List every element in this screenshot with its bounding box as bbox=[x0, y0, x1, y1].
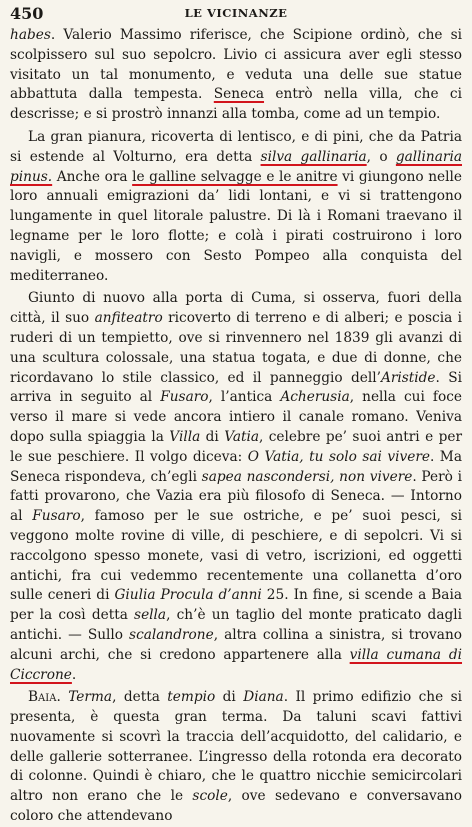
paragraph bbox=[10, 688, 462, 827]
text-run: 25. In fine, si scende a Baia per la così detta bbox=[10, 587, 462, 624]
text-run: , o bbox=[366, 148, 396, 165]
underlined-run: silva gallinaria bbox=[260, 148, 367, 165]
text-run: , ch’è un taglio del monte praticato dagli antichi. — Sullo bbox=[10, 607, 462, 643]
italic-run: Fusaro bbox=[160, 389, 209, 406]
running-head: LE VICINANZE bbox=[184, 6, 288, 20]
underlined-run: Seneca bbox=[213, 86, 265, 103]
text-run: Giunto di nuovo alla porta di Cuma, si osserva, fuori della città, il suo bbox=[10, 290, 462, 327]
italic-run: Acherusia bbox=[280, 389, 350, 406]
paragraph bbox=[10, 26, 462, 125]
page-number: 450 bbox=[10, 4, 44, 23]
text-run: , nella cui foce verso il mare si vede ancora intiero il canale romano. Veniva dopo sulla spiaggia la bbox=[10, 389, 462, 445]
italic-run: Fusaro bbox=[32, 508, 81, 525]
text-run: . bbox=[71, 666, 77, 683]
text-run: . Però i fatti provarono, che Vazia era più filosofo di Seneca. — Intorno al bbox=[10, 468, 462, 525]
text-run: ricoverto di terreno e di alberi; e poscia i ruderi di un tempietto, ove si rinvennero nel 1839 gli avanzi di una scultura colossale, una statua togata, e due di donne, che ricordavano lo stile classico, ed il panneggio dell’ bbox=[10, 310, 462, 386]
text-run: , celebre pe’ suoi antri e per le sue peschiere. Il volgo diceva: bbox=[10, 428, 462, 465]
italic-run: scole bbox=[192, 788, 228, 805]
italic-run: anfiteatro bbox=[94, 310, 163, 327]
text-run: , famoso per le sue ostriche, e pe’ suoi pesci, si veggono molte rovine di ville, di peschiere, e di sepolcri. Vi si raccolgono spesso monete, vasi di vetro, iscrizioni, ed oggetti antichi, fra cui vedemmo recentemente una collanetta d’oro sulle ceneri di bbox=[10, 508, 463, 604]
text-run: vi giungono nelle loro annuali emigrazioni da’ lidi lontani, e vi si trattengono lungamente in quel litorale palustre. Di là i Romani traevano il legname per le loro flotte; e colà i pirati costruirono i loro navigli, e mossero con Sesto Pompeo alla conquista del mediterraneo. bbox=[10, 168, 463, 284]
section-heading: Baia bbox=[28, 689, 57, 706]
italic-run: sapea nascondersi, non vivere bbox=[201, 468, 413, 485]
italic-run: Diana bbox=[243, 689, 284, 706]
italic-run: habes bbox=[10, 27, 51, 43]
text-run: entrò nella villa, che ci descrisse; e si prostrò innanzi alla tomba, come ad un tempio. bbox=[10, 86, 462, 123]
book-page bbox=[10, 4, 463, 825]
underlined-run: le galline selvagge e le anitre bbox=[132, 168, 338, 185]
text-run: . Valerio Massimo riferisce, che Scipione ordinò, che si scolpissero sul suo sepolcro. Livio ci assicura aver egli stesso visitato un tal monumento, e veduta una delle sue statue abbattuta dalla tempesta. bbox=[10, 27, 462, 103]
italic-run: Giulia Procula d’anni bbox=[114, 587, 262, 604]
underlined-run: gallinaria pinus. bbox=[10, 148, 462, 185]
paragraph bbox=[10, 289, 462, 685]
page-header bbox=[10, 4, 462, 26]
italic-run: tempio bbox=[167, 689, 216, 706]
italic-run: Terma bbox=[68, 689, 113, 706]
text-run: La gran pianura, ricoverta di lentisco, e di pini, che da Patria si estende al Volturno, era detta bbox=[10, 128, 462, 165]
text-run: , ove sedevano e conversavano coloro che attendevano bbox=[10, 788, 462, 825]
italic-run: scalandrone bbox=[129, 626, 214, 643]
text-run: . Si arriva in seguito al bbox=[10, 369, 462, 406]
text-run: , altra collina a sinistra, si trovano alcuni archi, che si credono appartenere alla bbox=[10, 626, 462, 663]
italic-run: O Vatia, tu solo sai vivere bbox=[247, 448, 430, 465]
italic-run: sella bbox=[134, 607, 167, 624]
paragraph bbox=[10, 128, 462, 286]
text-run: di bbox=[200, 428, 225, 445]
underlined-run: villa cumana di Ciccrone bbox=[10, 646, 463, 683]
text-run: , l’antica bbox=[208, 389, 281, 406]
text-run: . Il primo edifizio che si presenta, è questa gran terma. Da taluni scavi fattivi nuovamente si scovrì la traccia dell’acquidotto, del calidario, e delle gallerie sotterranee. L’ingresso della rotonda era decorato di colonne. Quindi è chiaro, che le quattro nicchie semicircolari altro non erano che le bbox=[10, 689, 462, 805]
text-run: . bbox=[56, 689, 69, 706]
text-run: Anche ora bbox=[52, 168, 133, 185]
text-run: , detta bbox=[112, 689, 168, 706]
text-run: . Ma Seneca rispondeva, ch’egli bbox=[10, 448, 462, 485]
italic-run: Villa bbox=[169, 428, 201, 445]
italic-run: Vatia bbox=[224, 428, 260, 445]
body-text bbox=[10, 26, 462, 827]
italic-run: Aristide bbox=[380, 369, 436, 386]
text-run: di bbox=[215, 689, 244, 706]
